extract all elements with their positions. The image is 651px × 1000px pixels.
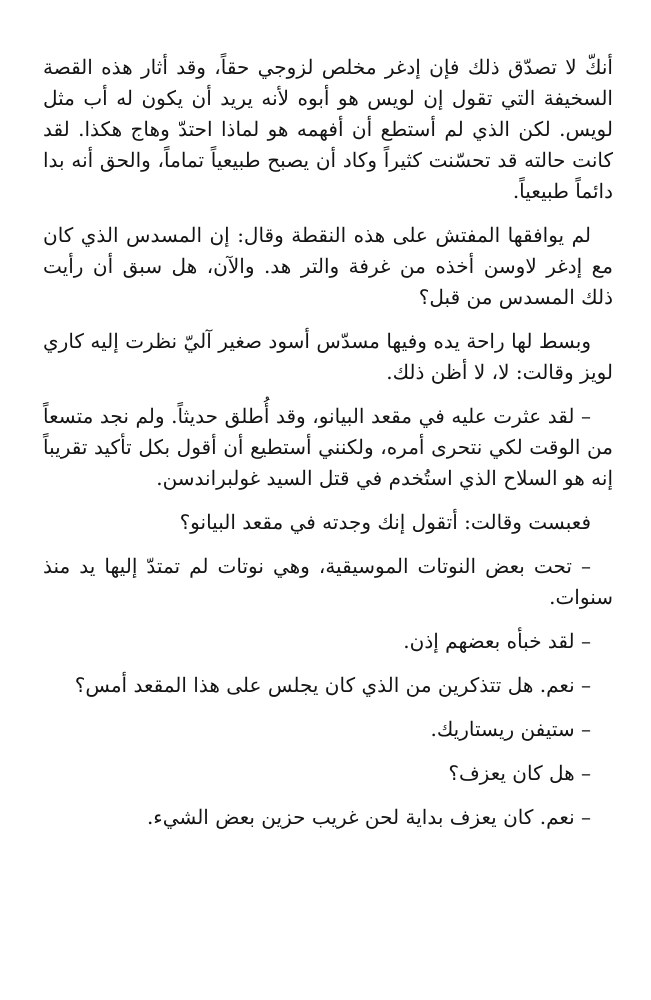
paragraph-9: – ستيفن ريستاريك.: [430, 717, 591, 741]
paragraph-5: فعبست وقالت: أتقول إنك وجدته في مقعد البيانو؟: [179, 510, 591, 534]
paragraph-11: – نعم. كان يعزف بداية لحن غريب حزين بعض الشيء.: [146, 805, 591, 829]
paragraph-6: – تحت بعض النوتات الموسيقية، وهي نوتات لم تمتدّ إليها يد منذ سنوات.: [43, 554, 613, 609]
paragraph-10: – هل كان يعزف؟: [448, 761, 591, 785]
paragraph-2: لم يوافقها المفتش على هذه النقطة وقال: إن المسدس الذي كان مع إدغر لاوسن أخذه من غرفة والتر هد. والآن، هل سبق أن رأيت ذلك المسدس من قبل؟: [43, 223, 613, 309]
paragraph-7: – لقد خبأه بعضهم إذن.: [403, 629, 591, 653]
paragraph-4: – لقد عثرت عليه في مقعد البيانو، وقد أُطلق حديثاً. ولم نجد متسعاً من الوقت لكي نتحرى أمره، ولكنني أستطيع أن أقول بكل تأكيد تقريباً إنه هو السلاح الذي استُخدم في قتل السيد غولبراندسن.: [43, 404, 613, 490]
paragraph-8: – نعم. هل تتذكرين من الذي كان يجلس على هذا المقعد أمس؟: [74, 673, 591, 697]
paragraph-3: وبسط لها راحة يده وفيها مسدّس أسود صغير آليّ نظرت إليه كاري لويز وقالت: لا، لا أظن ذلك.: [43, 329, 613, 384]
paragraph-1: أنكّ لا تصدّق ذلك فإن إدغر مخلص لزوجي حقاً، وقد أثار هذه القصة السخيفة التي تقول إن لويس هو أبوه لأنه يريد أن يكون له أب مثل لويس. لكن الذي لم أستطع أن أفهمه هو لماذا احتدّ وهاج هكذا. لقد كانت حالته قد تحسّنت كثيراً وكاد أن يصبح طبيعياً تماماً، والحق أنه بدا دائماً طبيعياً.: [43, 55, 613, 203]
